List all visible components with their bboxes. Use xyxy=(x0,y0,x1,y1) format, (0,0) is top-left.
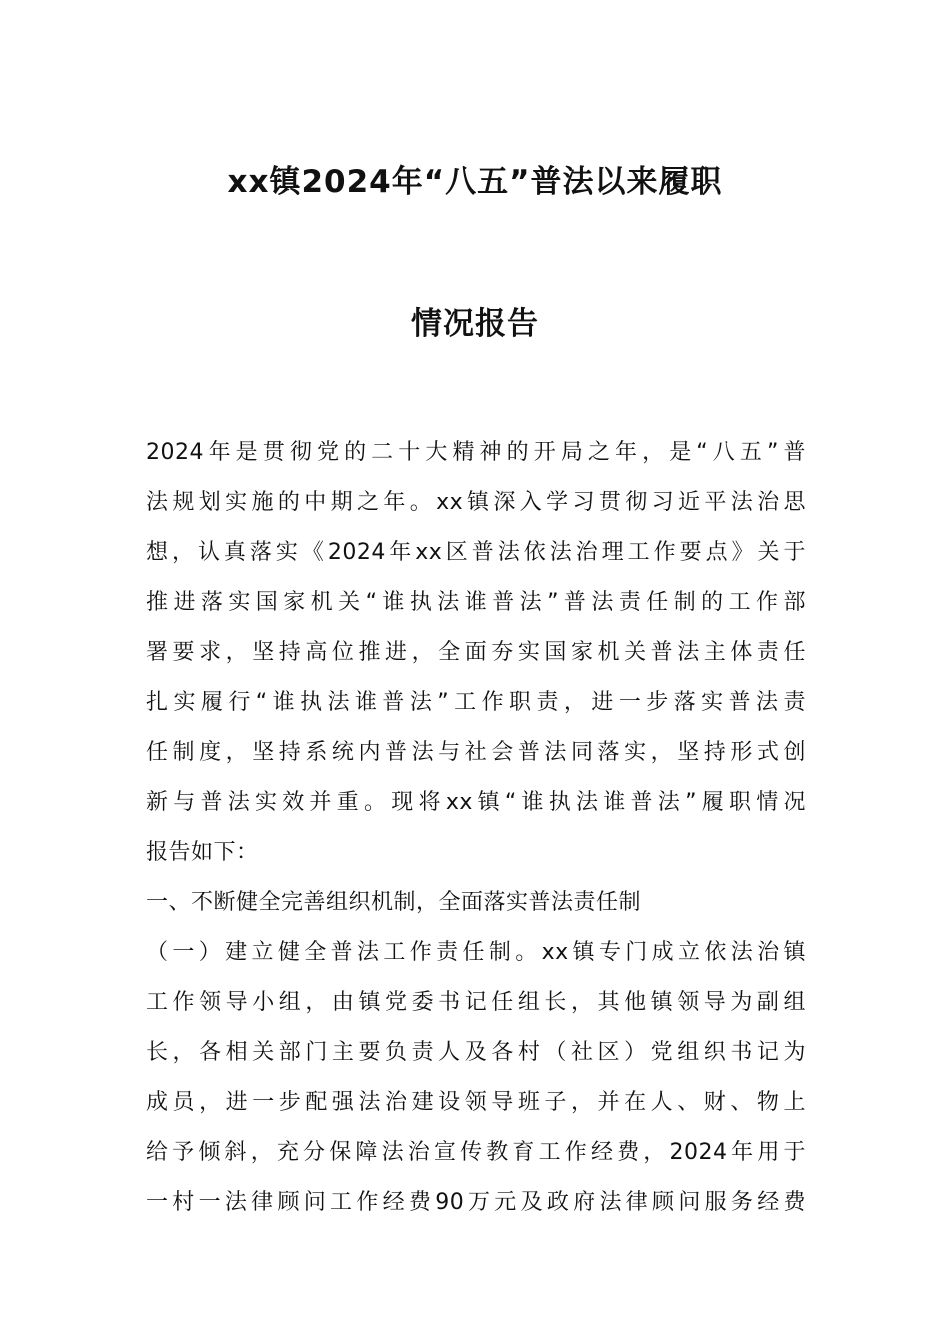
body-line: 成员，进一步配强法治建设领导班子，并在人、财、物上 xyxy=(146,1090,806,1115)
body-line: 推进落实国家机关“谁执法谁普法”普法责任制的工作部 xyxy=(146,590,806,615)
body-line: 扎实履行“谁执法谁普法”工作职责，进一步落实普法责 xyxy=(146,690,806,715)
body-line: 署要求，坚持高位推进，全面夯实国家机关普法主体责任 xyxy=(146,640,806,665)
body-line: 工作领导小组，由镇党委书记任组长，其他镇领导为副组 xyxy=(146,990,806,1015)
body-line: 一村一法律顾问工作经费90万元及政府法律顾问服务经费 xyxy=(146,1190,806,1215)
body-line: 长，各相关部门主要负责人及各村（社区）党组织书记为 xyxy=(146,1040,806,1065)
body-line: 想，认真落实《2024年xx区普法依法治理工作要点》关于 xyxy=(146,540,806,565)
document-title-line-2: 情况报告 xyxy=(411,306,539,342)
body-line: 2024年是贯彻党的二十大精神的开局之年，是“八五”普 xyxy=(146,440,806,465)
document-body xyxy=(146,428,806,1228)
section-heading: 一、不断健全完善组织机制，全面落实普法责任制 xyxy=(146,890,642,915)
document-title-line-1: xx镇2024年“八五”普法以来履职 xyxy=(227,164,723,200)
body-line: 报告如下： xyxy=(146,840,259,865)
body-line: 法规划实施的中期之年。xx镇深入学习贯彻习近平法治思 xyxy=(146,490,806,515)
body-line: （一）建立健全普法工作责任制。xx镇专门成立依法治镇 xyxy=(146,940,806,965)
body-line: 任制度，坚持系统内普法与社会普法同落实，坚持形式创 xyxy=(146,740,806,765)
body-line: 新与普法实效并重。现将xx镇“谁执法谁普法”履职情况 xyxy=(146,790,806,815)
body-line: 给予倾斜，充分保障法治宣传教育工作经费，2024年用于 xyxy=(146,1140,806,1165)
